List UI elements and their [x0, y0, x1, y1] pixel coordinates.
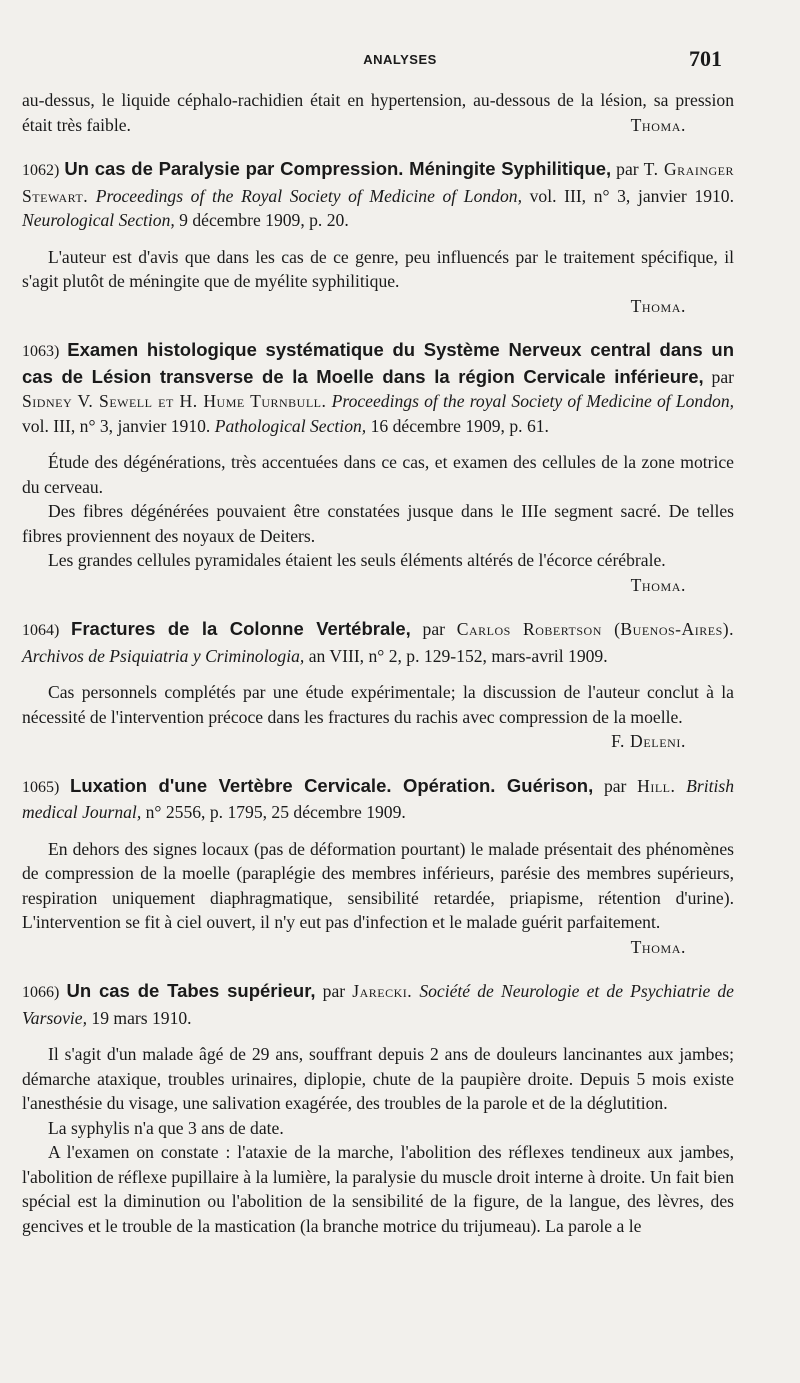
entry-paragraph: Étude des dégénérations, très accentuées dans ce cas, et examen des cellules de la zone motrice du cerveau. [22, 452, 734, 497]
entry-source: Proceedings of the royal Society of Medicine of London, [331, 391, 735, 411]
abstract-entry-1063 [22, 338, 734, 597]
abstract-entry-1062 [22, 157, 734, 318]
entry-heading [22, 157, 734, 233]
entry-signature: F. Deleni. [611, 731, 686, 751]
entry-title: Fractures de la Colonne Vertébrale, [71, 618, 411, 639]
entry-section: Pathological Section, [214, 415, 367, 436]
page-number: 701 [689, 46, 722, 71]
entry-by: par [703, 366, 734, 387]
entry-author: Jarecki. [352, 981, 413, 1001]
entry-author: T. Grainger Stewart. [22, 159, 734, 206]
entry-paragraph: En dehors des signes locaux (pas de déformation pourtant) le malade présentait des phénomènes de compression de la moelle (paraplégie des membres inférieurs, parésie des membres supérieurs, respiration uniquement diaphragmatique, sensibilité retardée, priapisme, rétention d'urine). L'intervention se fit à ciel ouvert, il n'y eut pas d'infection et le malade guérit parfaitement. [22, 838, 734, 932]
entry-details: n° 2556, p. 1795, 25 décembre 1909. [141, 802, 406, 822]
entry-details: vol. III, n° 3, janvier 1910. [521, 185, 734, 206]
entry-by: par [593, 775, 638, 796]
entry-author: Hill. [637, 775, 676, 796]
entry-by: par [611, 159, 644, 179]
entry-paragraph: Les grandes cellules pyramidales étaient les seuls éléments altérés de l'écorce cérébrale. [48, 550, 666, 570]
running-title: ANALYSES [363, 52, 437, 67]
entry-paragraph: Cas personnels complétés par une étude expérimentale; la discussion de l'auteur conclut à la nécessité de l'intervention précoce dans les fractures du rachis avec compression de la moelle. [22, 682, 734, 727]
entry-title: Luxation d'une Vertèbre Cervicale. Opération. Guérison, [70, 774, 594, 796]
entry-author: Sidney V. Sewell et H. Hume Turnbull. [22, 391, 327, 411]
entry-paragraph: A l'examen on constate : l'ataxie de la marche, l'abolition des réflexes tendineux aux jambes, l'abolition de réflexe pupillaire à la lumière, la paralysie du muscle droit interne à droite. Un fait bien spécial est la diminution ou l'abolition de la sensibilité de la figure, de la langue, des lèvres, des gencives et le trouble de la mastication (la branche motrice du trijumeau). La parole a le [22, 1142, 734, 1236]
intro-text: au-dessus, le liquide céphalo-rachidien était en hypertension, au-dessous de la lésion, sa pression était très faible. [22, 90, 734, 135]
intro-paragraph [22, 88, 734, 137]
entry-title: Un cas de Tabes supérieur, [66, 980, 316, 1001]
entry-number: 1066) [22, 984, 60, 1001]
entry-heading [22, 338, 734, 438]
entry-section: Neurological Section, [22, 210, 175, 230]
entry-details: an VIII, n° 2, p. 129-152, mars-avril 1909. [304, 645, 608, 666]
entry-signature: Thoma. [630, 936, 686, 957]
abstract-entry-1064 [22, 617, 734, 754]
entry-paragraph: Des fibres dégénérées pouvaient être constatées jusque dans le IIIe segment sacré. De telles fibres proviennent des noyaux de Deiters. [22, 501, 734, 546]
entry-heading [22, 774, 734, 825]
entry-source: Archivos de Psiquiatria y Criminologia, [22, 645, 305, 666]
entry-number: 1064) [22, 622, 60, 639]
entry-number: 1065) [22, 778, 60, 796]
entry-date: 9 décembre 1909, p. 20. [174, 210, 349, 230]
entry-details: 19 mars 1910. [87, 1007, 192, 1028]
entry-date: 16 décembre 1909, p. 61. [366, 415, 549, 436]
entry-title: Examen histologique systématique du Système Nerveux central dans un cas de Lésion transverse de la Moelle dans la région Cervicale inférieure, [22, 339, 734, 387]
intro-signature: Thoma. [630, 114, 686, 135]
abstract-entry-1066 [22, 979, 734, 1238]
page-content [22, 88, 734, 1238]
page-header [0, 48, 800, 76]
entry-heading [22, 617, 734, 668]
entry-title: Un cas de Paralysie par Compression. Méningite Syphilitique, [64, 158, 612, 179]
entry-author: Carlos Robertson (Buenos-Aires). [456, 619, 734, 639]
entry-by: par [410, 619, 457, 639]
entry-number: 1063) [22, 343, 60, 360]
entry-source: Proceedings of the Royal Society of Medicine of London, [95, 185, 522, 206]
entry-paragraph: La syphylis n'a que 3 ans de date. [48, 1117, 284, 1138]
entry-details: vol. III, n° 3, janvier 1910. [22, 415, 215, 436]
entry-by: par [315, 981, 353, 1001]
entry-source: British medical Journal, [22, 775, 734, 822]
entry-paragraph: Il s'agit d'un malade âgé de 29 ans, souffrant depuis 2 ans de douleurs lancinantes aux jambes; démarche ataxique, troubles urinaires, diplopie, chute de la paupière droite. Depuis 5 mois existe l'anesthésie du visage, une salivation exagérée, des troubles de la parole et de la déglutition. [22, 1044, 734, 1113]
entry-heading [22, 979, 734, 1030]
entry-paragraph: L'auteur est d'avis que dans les cas de ce genre, peu influencés par le traitement spécifique, il s'agit plutôt de méningite que de myélite syphilitique. [22, 246, 734, 291]
entry-number: 1062) [22, 162, 60, 179]
entry-signature: Thoma. [630, 574, 686, 595]
abstract-entry-1065 [22, 774, 734, 960]
entry-source: Société de Neurologie et de Psychiatrie de Varsovie, [22, 981, 734, 1028]
entry-signature: Thoma. [630, 295, 686, 316]
